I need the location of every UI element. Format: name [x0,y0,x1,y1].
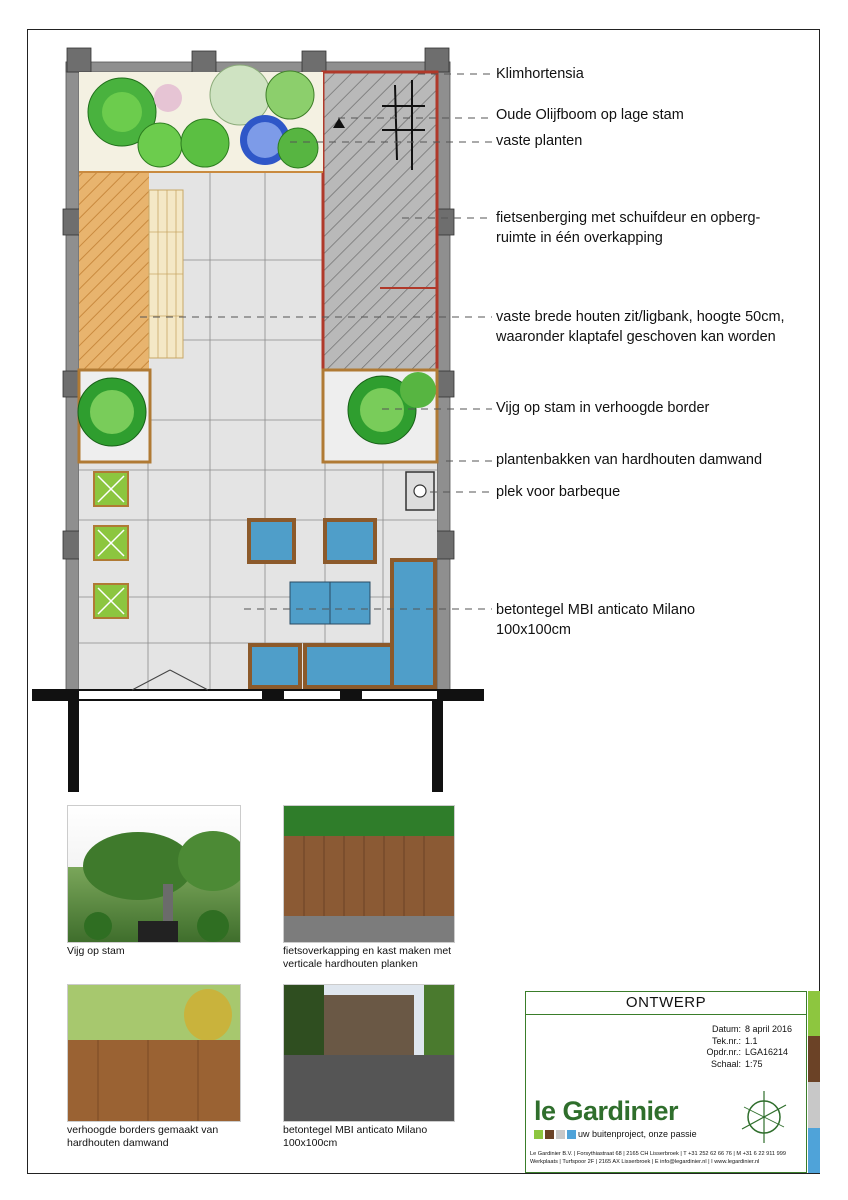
caption-betontegel: betontegel MBI anticato Milano 100x100cm [283,1124,428,1149]
opdr-label: Opdr.nr.: [706,1047,741,1057]
label-barbeque: plek voor barbeque [496,484,621,500]
label-vijg: Vijg op stam in verhoogde border [496,400,710,416]
terrace-illustration [284,985,454,1121]
label-vaste-planten: vaste planten [496,133,583,149]
wooden-fence-illustration [284,806,454,942]
photo-betontegel [283,984,455,1122]
photo-fietsoverkapping [283,805,455,943]
brand-color-stripes [808,991,820,1173]
photo-borders [67,984,241,1122]
compass-icon [732,1087,796,1147]
label-zitbank: vaste brede houten zit/ligbank, hoogte 50cm, waaronder klaptafel geschoven kan worden [496,309,785,345]
schaal-value: 1:75 [745,1058,763,1069]
small-planters [94,472,128,618]
tagline-text: uw buitenproject, onze passie [578,1129,697,1139]
title-block-info [691,1024,792,1070]
opdr-value: LGA16214 [745,1047,789,1057]
footer-line-2: Werkplaats | Turfspoor 2F | 2165 AX Lisserbroek | E info@legardinier.nl | I www.legardinier.nl [530,1159,760,1165]
title-block-heading: ONTWERP [526,992,806,1015]
tek-label: Tek.nr.: [711,1035,741,1046]
fig-tree-illustration [68,806,240,942]
company-footer [530,1150,786,1166]
raised-border-illustration [68,985,240,1121]
tagline [534,1129,697,1139]
tek-value: 1.1 [745,1035,758,1046]
photo-vijg [67,805,241,943]
wooden-bench [79,172,149,370]
title-block [525,991,807,1173]
datum-value: 8 april 2016 [745,1024,793,1034]
footer-line-1: Le Gardinier B.V. | Forsythiastraat 68 | 2165 CH Lisserbroek | T +31 252 62 66 76 | M +31 6 22 911 999 [530,1151,786,1157]
label-plantenbakken: plantenbakken van hardhouten damwand [496,452,763,468]
bike-shed [323,72,437,370]
label-olijfboom: Oude Olijfboom op lage stam [496,107,684,123]
coffee-table [290,582,370,624]
caption-borders: verhoogde borders gemaakt van hardhouten damwand [67,1124,219,1149]
schaal-label: Schaal: [710,1058,741,1069]
caption-vijg: Vijg op stam [67,945,125,957]
label-betontegel: betontegel MBI anticato Milano 100x100cm [496,602,696,638]
datum-label: Datum: [711,1024,741,1034]
company-logo: le Gardinier [534,1096,679,1126]
house-wall [33,690,483,700]
caption-fietsoverkapping: fietsoverkapping en kast maken met verticale hardhouten planken [283,945,452,970]
label-klimhortensia: Klimhortensia [496,66,584,82]
label-fietsenberging: fietsenberging met schuifdeur en opberg- ruimte in één overkapping [496,210,761,246]
